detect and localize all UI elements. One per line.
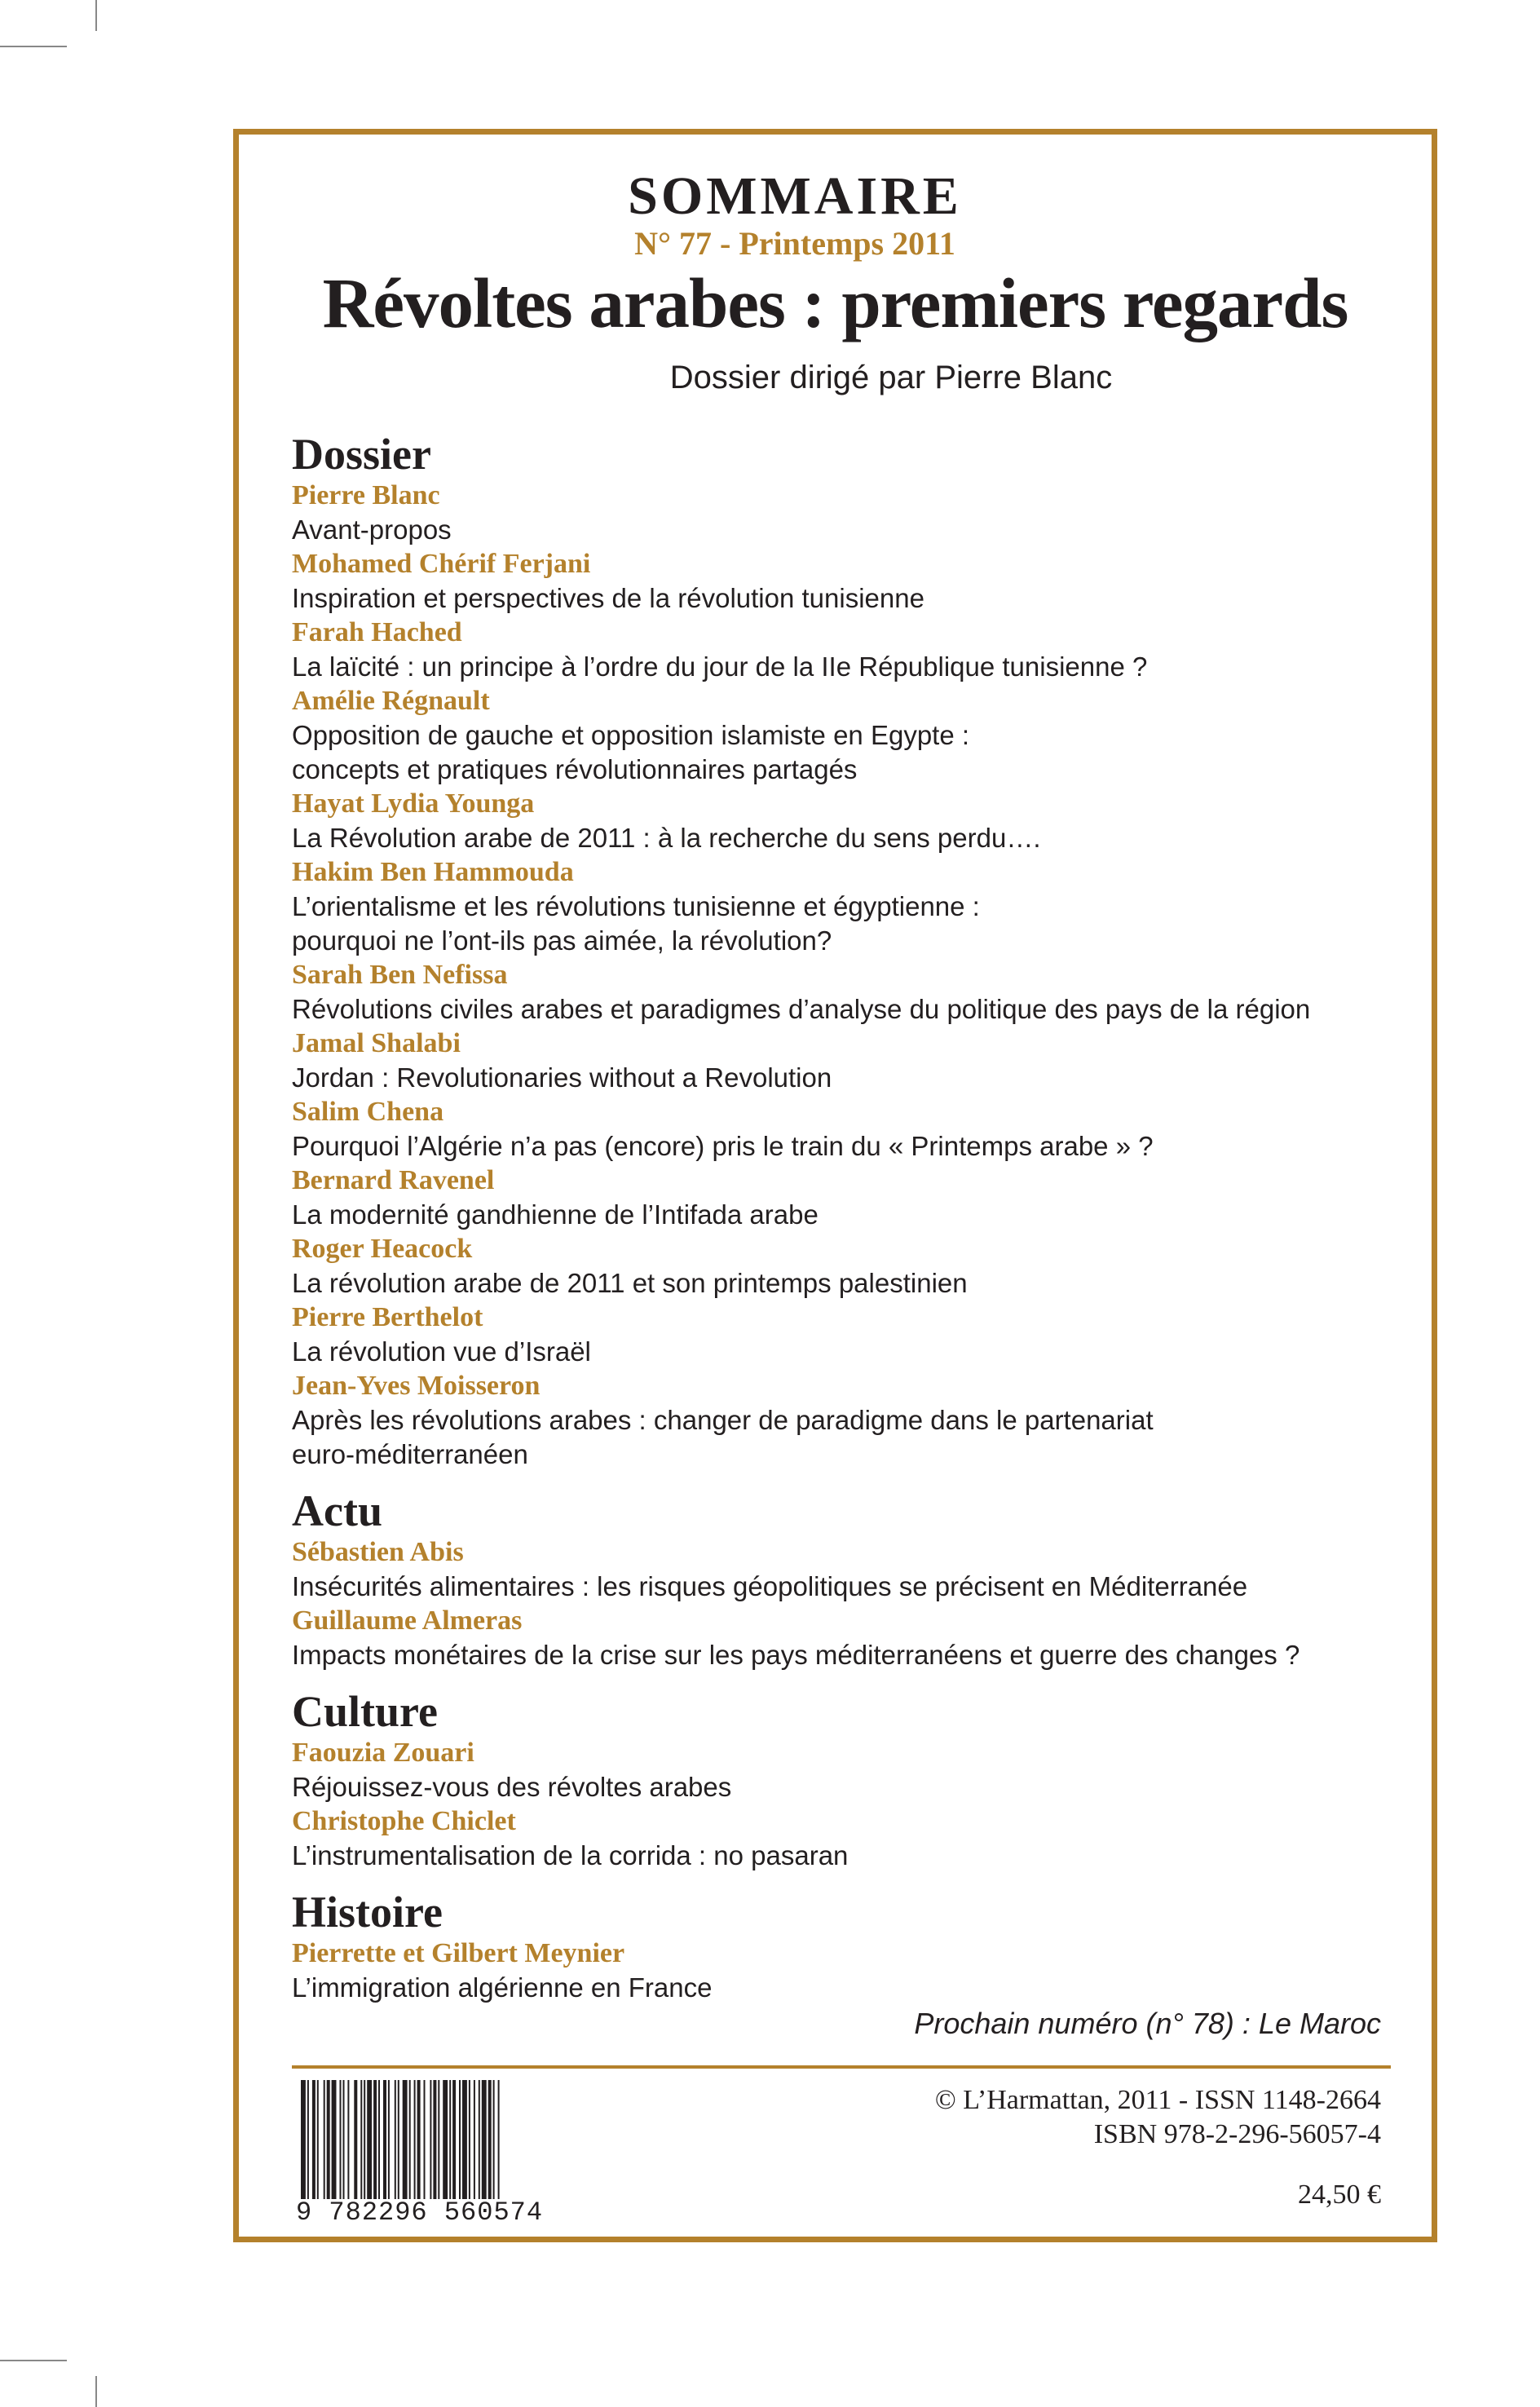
isbn-barcode: [296, 2078, 553, 2201]
barcode-bar: [373, 2080, 377, 2199]
entry-author: Hayat Lydia Younga: [292, 788, 535, 819]
entry-article-title: Jordan : Revolutionaries without a Revolution: [292, 1062, 832, 1093]
barcode-bar: [403, 2080, 408, 2199]
barcode-bar: [414, 2080, 416, 2199]
barcode-bar: [307, 2080, 309, 2199]
content-frame: [233, 129, 1437, 2242]
entry-article-title: L’immigration algérienne en France: [292, 1972, 713, 2003]
barcode-bar: [317, 2080, 319, 2199]
barcode-bar: [488, 2080, 492, 2199]
barcode-bar: [469, 2080, 470, 2199]
entry-article-title: L’instrumentalisation de la corrida : no pasaran: [292, 1840, 849, 1870]
entry-author: Pierrette et Gilbert Meynier: [292, 1938, 625, 1968]
barcode-bar: [360, 2080, 362, 2199]
barcode-bar: [367, 2080, 372, 2199]
crop-mark: [95, 2376, 97, 2407]
barcode-bar: [424, 2080, 426, 2199]
barcode-bar: [474, 2080, 475, 2199]
barcode-bar: [364, 2080, 365, 2199]
entry-author: Salim Chena: [292, 1097, 444, 1127]
entry-article-title: La Révolution arabe de 2011 : à la recherche du sens perdu….: [292, 823, 1041, 853]
barcode-bar: [417, 2080, 421, 2199]
entry-article-title: Insécurités alimentaires : les risques géopolitiques se précisent en Méditerranée: [292, 1571, 1248, 1601]
barcode-bar: [354, 2080, 357, 2199]
entry-author: Pierre Berthelot: [292, 1302, 483, 1332]
crop-mark: [95, 0, 97, 31]
section-title: Culture: [292, 1687, 439, 1736]
barcode-bar: [340, 2080, 342, 2199]
entry-article-title: Après les révolutions arabes : changer de paradigme dans le partenariat: [292, 1405, 1154, 1435]
entry-article-title: La laïcité : un principe à l’ordre du jour de la IIe République tunisienne ?: [292, 651, 1148, 682]
sommaire-heading: SOMMAIRE: [628, 166, 962, 226]
entry-article-title: L’orientalisme et les révolutions tunisienne et égyptienne :: [292, 891, 980, 921]
barcode-bar: [378, 2080, 380, 2199]
dossier-subtitle: Dossier dirigé par Pierre Blanc: [669, 360, 1113, 395]
barcode-bar: [409, 2080, 411, 2199]
entry-author: Amélie Régnault: [292, 686, 490, 716]
barcode-bar: [301, 2080, 306, 2199]
entry-article-title: La modernité gandhienne de l’Intifada arabe: [292, 1199, 819, 1230]
barcode-bar: [347, 2080, 349, 2199]
entry-article-title: Opposition de gauche et opposition islamiste en Egypte :: [292, 720, 970, 750]
entry-author: Christophe Chiclet: [292, 1806, 516, 1836]
barcode-bar: [459, 2080, 461, 2199]
entry-article-title: Inspiration et perspectives de la révolution tunisienne: [292, 583, 924, 613]
entry-article-title: La révolution vue d’Israël: [292, 1336, 591, 1367]
isbn-line: ISBN 978-2-296-56057-4: [1093, 2119, 1381, 2149]
entry-author: Jean-Yves Moisseron: [292, 1371, 541, 1401]
barcode-bar: [449, 2080, 451, 2199]
entry-article-title: pourquoi ne l’ont-ils pas aimée, la révolution?: [292, 925, 832, 956]
barcode-bar: [462, 2080, 467, 2199]
footer-divider: [292, 2065, 1391, 2069]
barcode-bar: [398, 2080, 399, 2199]
barcode-bar: [395, 2080, 396, 2199]
entry-article-title: Impacts monétaires de la crise sur les pays méditerranéens et guerre des changes ?: [292, 1640, 1300, 1670]
section-title: Dossier: [292, 430, 431, 479]
price: 24,50 €: [1298, 2180, 1381, 2210]
section-title: Actu: [292, 1486, 382, 1535]
entry-author: Faouzia Zouari: [292, 1738, 474, 1768]
entry-author: Farah Hached: [292, 617, 462, 647]
table-of-contents: [292, 430, 1417, 2005]
entry-article-title: euro-méditerranéen: [292, 1439, 528, 1469]
next-issue-note: Prochain numéro (n° 78) : Le Maroc: [914, 2007, 1381, 2040]
barcode-bar: [324, 2080, 325, 2199]
entry-author: Guillaume Almeras: [292, 1605, 523, 1636]
crop-mark: [0, 46, 67, 47]
barcode-bar: [343, 2080, 345, 2199]
barcode-bar: [383, 2080, 386, 2199]
copyright-line: © L’Harmattan, 2011 - ISSN 1148-2664: [934, 2085, 1381, 2115]
entry-author: Sarah Ben Nefissa: [292, 960, 508, 990]
issue-title: Révoltes arabes : premiers regards: [322, 263, 1348, 342]
barcode-bar: [493, 2080, 495, 2199]
entry-author: Jamal Shalabi: [292, 1028, 461, 1058]
entry-article-title: La révolution arabe de 2011 et son printemps palestinien: [292, 1268, 968, 1298]
barcode-bar: [443, 2080, 448, 2199]
entry-article-title: Révolutions civiles arabes et paradigmes d’analyse du politique des pays de la région: [292, 994, 1311, 1024]
entry-author: Mohamed Chérif Ferjani: [292, 549, 591, 579]
entry-article-title: concepts et pratiques révolutionnaires partagés: [292, 754, 858, 784]
barcode-bar: [438, 2080, 439, 2199]
barcode-bar: [332, 2080, 337, 2199]
barcode-bar: [482, 2080, 487, 2199]
barcode-bar: [327, 2080, 330, 2199]
barcode-bar: [433, 2080, 436, 2199]
entry-article-title: Pourquoi l’Algérie n’a pas (encore) pris le train du « Printemps arabe » ?: [292, 1131, 1154, 1161]
section-title: Histoire: [292, 1888, 443, 1937]
barcode-bar: [312, 2080, 316, 2199]
barcode-bar: [498, 2080, 500, 2199]
entry-author: Pierre Blanc: [292, 480, 440, 510]
entry-author: Hakim Ben Hammouda: [292, 857, 574, 887]
barcode-bar: [452, 2080, 456, 2199]
entry-article-title: Réjouissez-vous des révoltes arabes: [292, 1772, 732, 1802]
barcode-bar: [430, 2080, 431, 2199]
issue-label: N° 77 - Printemps 2011: [634, 225, 955, 262]
entry-author: Bernard Ravenel: [292, 1165, 495, 1195]
entry-author: Roger Heacock: [292, 1234, 473, 1264]
crop-mark: [0, 2360, 67, 2361]
entry-article-title: Avant-propos: [292, 515, 452, 545]
entry-author: Sébastien Abis: [292, 1537, 464, 1567]
barcode-bar: [388, 2080, 390, 2199]
barcode-number: 9 782296 560574: [296, 2197, 544, 2228]
barcode-bar: [479, 2080, 480, 2199]
